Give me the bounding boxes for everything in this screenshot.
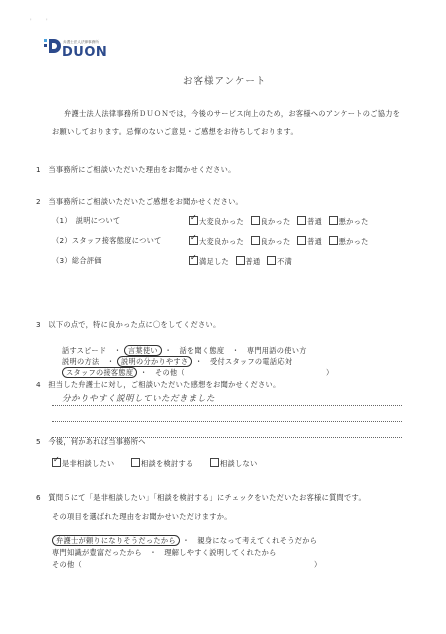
question-4-text: 4 担当した弁護士に対し，ご相談いただいた感想をお聞かせください。	[36, 380, 281, 389]
q6-line-3: その他（	[52, 560, 82, 569]
q2-row-3-label: （3）総合評価	[52, 256, 102, 265]
q3-line-2: 説明の方法 ・ 説明の分かりやすさ ・ 受付スタッフの電話応対	[62, 357, 293, 366]
question-3: 3 以下の点で，特に良かった点に〇をしてください。	[36, 320, 221, 329]
checkbox[interactable]	[189, 216, 198, 225]
q3-close-paren: ）	[326, 368, 334, 377]
checkbox[interactable]	[267, 256, 276, 265]
firm-subtitle: 弁護士法人法律事務所	[63, 40, 99, 44]
page-title: お客様アンケート	[183, 76, 267, 87]
q4-handwritten-answer[interactable]: 分かりやすく説明していただきました	[62, 394, 216, 404]
q2-row-3-options: ✓ 満足した 普通 不満	[189, 256, 292, 267]
q2-row-1-options: ✓ 大変良かった 良かった 普通 悪かった	[189, 216, 369, 227]
question-2: 2 当事務所にご相談いただいたご感想をお聞かせください。	[36, 197, 244, 206]
question-5: 5 今後，何かあれば当事務所へ	[36, 437, 146, 446]
answer-line	[52, 421, 402, 422]
checkbox[interactable]	[210, 458, 219, 467]
question-1: 1 当事務所にご相談いただいた理由をお聞かせください。	[36, 165, 236, 174]
checkbox[interactable]	[189, 256, 198, 265]
checkbox[interactable]	[189, 236, 198, 245]
circled-choice[interactable]: 説明の分かりやすさ	[117, 356, 192, 367]
q2-row-2-options: ✓ 大変良かった 良かった 普通 悪かった	[189, 236, 369, 247]
intro-line-2: お願いしております。忌憚のないご意見・ご感想をお待ちしております。	[52, 127, 298, 136]
answer-line	[52, 405, 402, 406]
q6-subtext: その項目を選ばれた理由をお聞かせいただけますか。	[52, 512, 232, 521]
brand-name: DUON	[62, 45, 108, 60]
circled-choice[interactable]: スタッフの接客態度	[62, 367, 137, 378]
q2-row-1-label: （1） 説明について	[52, 216, 121, 225]
checkbox[interactable]	[329, 236, 338, 245]
q6-close-paren: ）	[314, 560, 322, 569]
intro-line-1: 弁護士法人法律事務所ＤＵＯＮでは，今後のサービス向上のため，お客様へのアンケートのご協力を	[64, 109, 401, 118]
question-6: 6 質問５にて「是非相談したい」「相談を検討する」にチェックをいただいたお客様に質問です。	[36, 493, 366, 502]
circled-choice[interactable]: 弁護士が頼りになりそうだったから	[52, 535, 180, 546]
corner-mark: '	[30, 18, 32, 25]
q3-line-1: 話すスピード ・ 言葉使い ・ 話を聞く態度 ・ 専門用語の使い方	[62, 346, 307, 355]
checkbox[interactable]	[329, 216, 338, 225]
checkbox[interactable]	[236, 256, 245, 265]
q6-line-2: 専門知識が豊富だったから ・ 理解しやすく説明してくれたから	[52, 548, 277, 557]
q3-line-3: スタッフの接客態度 ・ その他（	[62, 368, 185, 378]
checkbox[interactable]	[131, 458, 140, 467]
checkbox[interactable]	[251, 216, 260, 225]
checkbox[interactable]	[297, 216, 306, 225]
checkbox[interactable]	[297, 236, 306, 245]
checkbox[interactable]	[251, 236, 260, 245]
q2-row-2-label: （2）スタッフ接客態度について	[52, 236, 162, 245]
q6-line-1: 弁護士が頼りになりそうだったから ・ 親身になって考えてくれそうだから	[52, 536, 317, 546]
checkbox[interactable]	[52, 458, 61, 467]
circled-choice[interactable]: 言葉使い	[124, 345, 162, 356]
q5-options: ✓是非相談したい 相談を検討する 相談しない	[52, 458, 257, 469]
corner-mark: '	[46, 18, 48, 25]
duon-logo-icon	[44, 36, 62, 56]
